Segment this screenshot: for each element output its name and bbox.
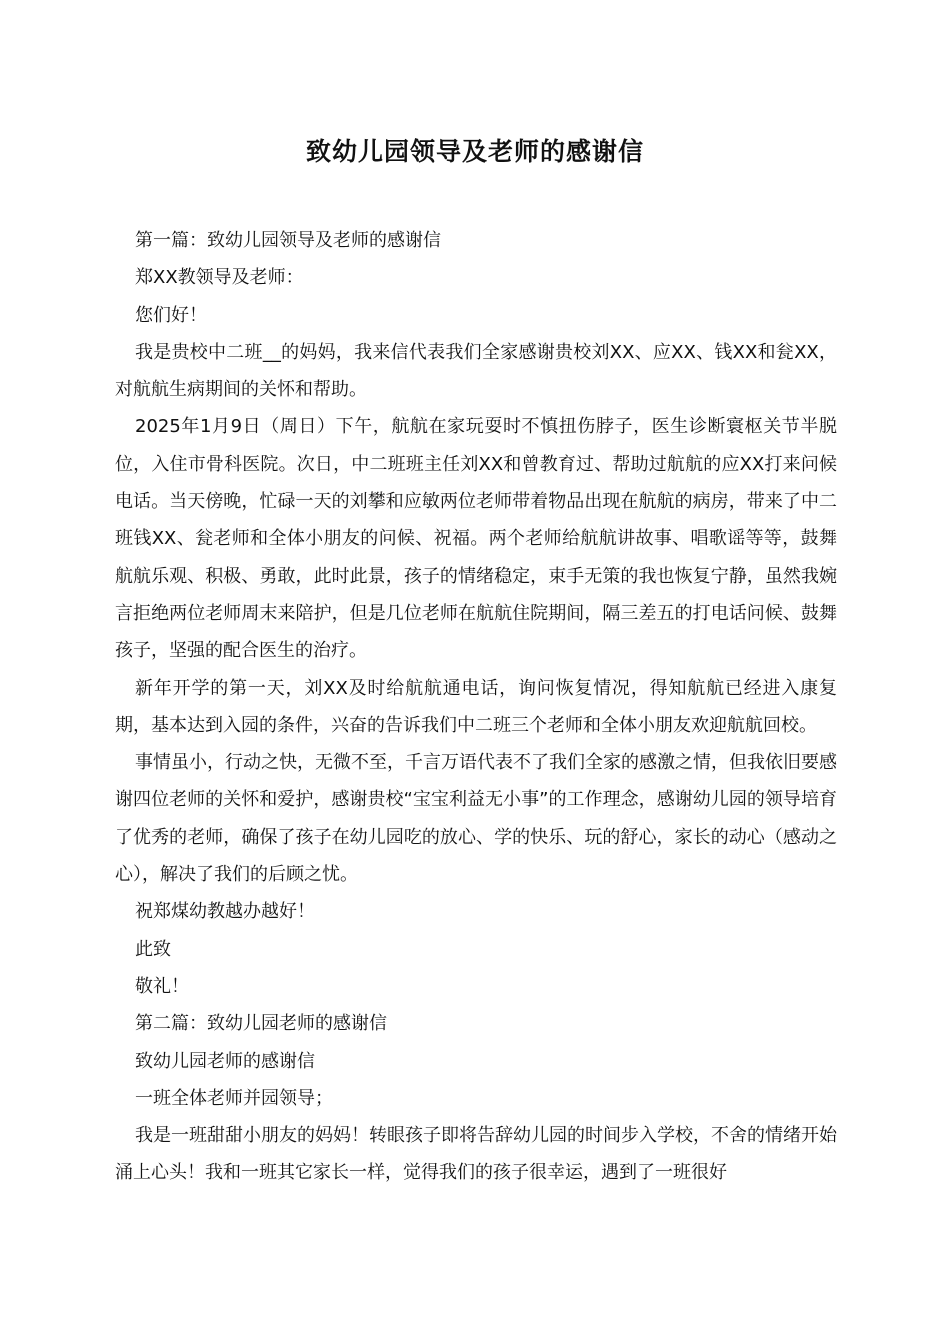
paragraph-intro: 我是贵校中二班__的妈妈，我来信代表我们全家感谢贵校刘XX、应XX、钱XX和瓮XX，对航航生病期间的关怀和帮助。 <box>115 341 837 401</box>
paragraph-new-year: 新年开学的第一天，刘XX及时给航航通电话，询问恢复情况，得知航航已经进入康复期，基本达到入园的条件，兴奋的告诉我们中二班三个老师和全体小朋友欢迎航航回校。 <box>115 677 837 736</box>
paragraph-salutation: 郑XX教领导及老师： <box>135 267 304 289</box>
paragraph-salutation-2: 一班全体老师并园领导； <box>135 1087 333 1109</box>
paragraph-letter-title: 致幼儿园老师的感谢信 <box>135 1050 315 1072</box>
paragraph-thanks: 事情虽小，行动之快，无微不至，千言万语代表不了我们全家的感激之情，但我依旧要感谢四位老师的关怀和爱护，感谢贵校“宝宝利益无小事”的工作理念，感谢幼儿园的领导培育了优秀的老师，确保了孩子在幼儿园吃的放心、学的快乐、玩的舒心，家长的动心（感动之心），解决了我们的后顾之忧。 <box>115 752 837 886</box>
document-body <box>115 222 837 1192</box>
paragraph-wish: 祝郑煤幼教越办越好！ <box>135 901 315 923</box>
paragraph-letter-body: 我是一班甜甜小朋友的妈妈！转眼孩子即将告辞幼儿园的时间步入学校，不舍的情绪开始涌上心头！我和一班其它家长一样，觉得我们的孩子很幸运，遇到了一班很好 <box>115 1125 837 1184</box>
paragraph-section-heading-2: 第二篇：致幼儿园老师的感谢信 <box>135 1013 387 1035</box>
paragraph-closing-2: 敬礼！ <box>135 975 189 997</box>
paragraph-section-heading-1: 第一篇：致幼儿园领导及老师的感谢信 <box>135 230 441 251</box>
paragraph-greeting: 您们好！ <box>135 304 207 326</box>
paragraph-story: 2025年1月9日（周日）下午，航航在家玩耍时不慎扭伤脖子，医生诊断寰枢关节半脱位，入住市骨科医院。次日，中二班班主任刘XX和曾教育过、帮助过航航的应XX打来问候电话。当天傍晚，忙碌一天的刘攀和应敏两位老师带着物品出现在航航的病房，带来了中二班钱XX、瓮老师和全体小朋友的问候、祝福。两个老师给航航讲故事、唱歌谣等等，鼓舞航航乐观、积极、勇敢，此时此景，孩子的情绪稳定，束手无策的我也恢复宁静，虽然我婉言拒绝两位老师周末来陪护，但是几位老师在航航住院期间，隔三差五的打电话问候、鼓舞孩子，坚强的配合医生的治疗。 <box>115 416 837 662</box>
paragraph-closing-1: 此致 <box>135 938 171 960</box>
document-title: 致幼儿园领导及老师的感谢信 <box>305 137 644 166</box>
